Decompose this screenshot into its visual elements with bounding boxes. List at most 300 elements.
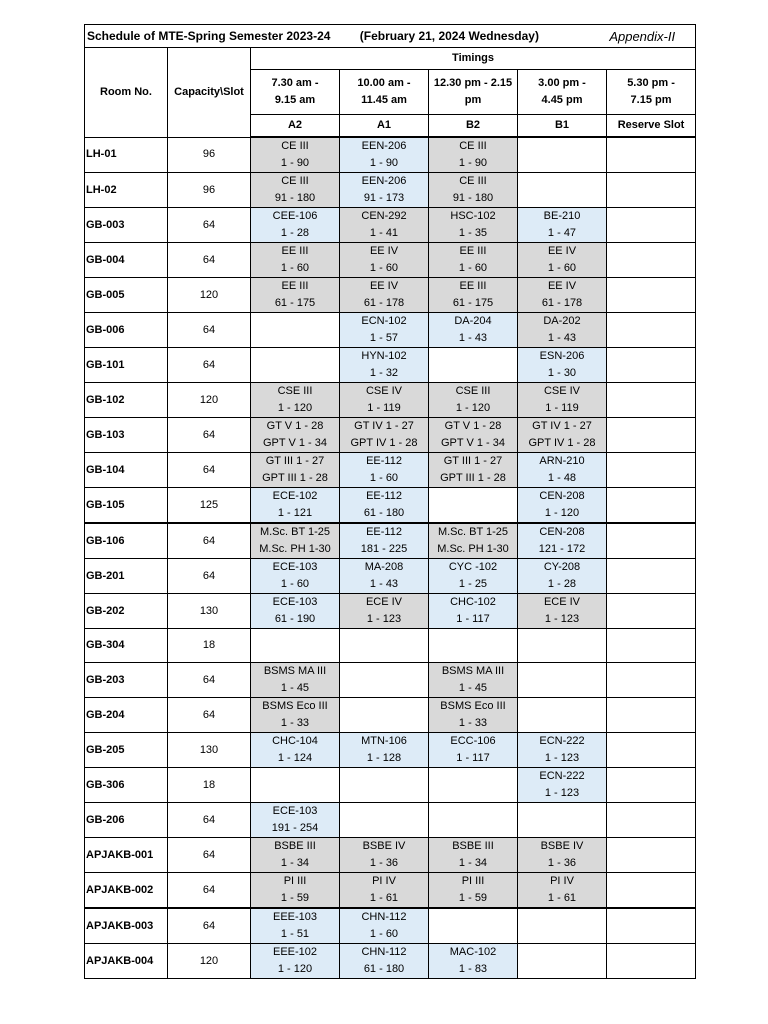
schedule-cell bbox=[429, 873, 518, 909]
schedule-cell bbox=[429, 594, 518, 629]
header-row-timings bbox=[85, 48, 696, 70]
schedule-cell bbox=[518, 908, 607, 944]
roll-range: 1 - 123 bbox=[544, 787, 580, 799]
room-number: GB-206 bbox=[85, 803, 168, 838]
time-end: 9.15 am bbox=[274, 94, 316, 106]
course-code: BSBE III bbox=[274, 840, 316, 852]
course-code: EE-112 bbox=[366, 526, 402, 538]
roll-range: 1 - 60 bbox=[369, 928, 399, 940]
course-code: ECN-222 bbox=[539, 770, 585, 782]
roll-range: GPT IV 1 - 28 bbox=[528, 437, 596, 449]
time-start: 12.30 pm - 2.15 bbox=[433, 77, 513, 89]
schedule-cell bbox=[518, 838, 607, 873]
schedule-cell bbox=[429, 348, 518, 383]
course-code: EE-112 bbox=[366, 490, 402, 502]
course-code: CEE-106 bbox=[272, 210, 318, 222]
schedule-cell bbox=[607, 523, 696, 559]
title-row bbox=[85, 25, 696, 48]
table-row bbox=[85, 383, 696, 418]
schedule-cell bbox=[607, 594, 696, 629]
course-code: ESN-206 bbox=[539, 350, 585, 362]
schedule-cell bbox=[251, 488, 340, 524]
course-code: ECE IV bbox=[365, 596, 403, 608]
schedule-cell bbox=[251, 559, 340, 594]
schedule-cell bbox=[607, 663, 696, 698]
schedule-cell bbox=[607, 768, 696, 803]
room-number: GB-201 bbox=[85, 559, 168, 594]
roll-range: 91 - 173 bbox=[363, 192, 405, 204]
schedule-cell bbox=[429, 944, 518, 979]
schedule-cell bbox=[251, 523, 340, 559]
schedule-cell bbox=[518, 313, 607, 348]
roll-range: 1 - 128 bbox=[366, 752, 402, 764]
capacity-header: Capacity\Slot bbox=[168, 48, 251, 138]
course-code: DA-202 bbox=[543, 315, 581, 327]
course-code: BSMS MA III bbox=[263, 665, 327, 677]
schedule-cell bbox=[607, 348, 696, 383]
schedule-cell bbox=[340, 523, 429, 559]
room-number: APJAKB-001 bbox=[85, 838, 168, 873]
schedule-cell bbox=[340, 173, 429, 208]
schedule-cell bbox=[251, 243, 340, 278]
schedule-cell bbox=[340, 663, 429, 698]
schedule-cell bbox=[251, 944, 340, 979]
roll-range: 1 - 120 bbox=[277, 963, 313, 975]
room-number: APJAKB-002 bbox=[85, 873, 168, 909]
roll-range: M.Sc. PH 1-30 bbox=[259, 543, 331, 555]
table-row bbox=[85, 629, 696, 663]
schedule-cell bbox=[607, 173, 696, 208]
course-code: CYC -102 bbox=[448, 561, 498, 573]
room-capacity: 120 bbox=[168, 383, 251, 418]
roll-range: 1 - 117 bbox=[456, 752, 490, 764]
course-code: GT V 1 - 28 bbox=[266, 420, 324, 432]
course-code: EEN-206 bbox=[361, 140, 407, 152]
schedule-cell bbox=[607, 313, 696, 348]
roll-range: GPT III 1 - 28 bbox=[440, 472, 506, 484]
schedule-cell bbox=[251, 768, 340, 803]
course-code: CEN-292 bbox=[361, 210, 407, 222]
table-row bbox=[85, 698, 696, 733]
schedule-cell bbox=[429, 137, 518, 173]
schedule-cell bbox=[251, 313, 340, 348]
roll-range: 1 - 90 bbox=[369, 157, 399, 169]
room-capacity: 96 bbox=[168, 173, 251, 208]
course-code: EE-112 bbox=[366, 455, 402, 467]
schedule-cell bbox=[429, 418, 518, 453]
schedule-cell bbox=[251, 383, 340, 418]
roll-range: 1 - 90 bbox=[458, 157, 488, 169]
schedule-cell bbox=[340, 453, 429, 488]
schedule-cell bbox=[340, 418, 429, 453]
course-code: EE III bbox=[459, 245, 487, 257]
schedule-cell bbox=[340, 137, 429, 173]
time-start: 7.30 am - bbox=[271, 77, 319, 89]
roll-range: 1 - 34 bbox=[280, 857, 310, 869]
course-code: EE III bbox=[281, 280, 309, 292]
room-capacity: 96 bbox=[168, 137, 251, 173]
room-number: GB-103 bbox=[85, 418, 168, 453]
schedule-cell bbox=[518, 594, 607, 629]
course-code: GT IV 1 - 27 bbox=[532, 420, 592, 432]
course-code: ECE-103 bbox=[272, 596, 318, 608]
course-code: GT IV 1 - 27 bbox=[354, 420, 414, 432]
schedule-cell bbox=[518, 243, 607, 278]
schedule-cell bbox=[607, 137, 696, 173]
schedule-cell bbox=[607, 944, 696, 979]
room-capacity: 64 bbox=[168, 523, 251, 559]
course-code: BSMS Eco III bbox=[262, 700, 328, 712]
roll-range: 61 - 178 bbox=[541, 297, 583, 309]
course-code: ARN-210 bbox=[539, 455, 585, 467]
course-code: BSMS MA III bbox=[441, 665, 505, 677]
schedule-cell bbox=[518, 418, 607, 453]
room-capacity: 120 bbox=[168, 278, 251, 313]
schedule-cell bbox=[518, 733, 607, 768]
schedule-cell bbox=[340, 559, 429, 594]
schedule-cell bbox=[607, 873, 696, 909]
schedule-cell bbox=[518, 453, 607, 488]
schedule-cell bbox=[340, 838, 429, 873]
roll-range: 1 - 121 bbox=[277, 507, 313, 519]
schedule-cell bbox=[251, 733, 340, 768]
roll-range: 1 - 25 bbox=[458, 578, 488, 590]
schedule-cell bbox=[429, 733, 518, 768]
schedule-cell bbox=[340, 629, 429, 663]
schedule-cell bbox=[429, 908, 518, 944]
schedule-cell bbox=[251, 278, 340, 313]
course-code: BSBE III bbox=[452, 840, 494, 852]
course-code: CSE III bbox=[455, 385, 491, 397]
schedule-cell bbox=[429, 803, 518, 838]
roll-range: GPT V 1 - 34 bbox=[263, 437, 327, 449]
roll-range: 1 - 60 bbox=[369, 262, 399, 274]
schedule-cell bbox=[340, 208, 429, 243]
schedule-cell bbox=[340, 488, 429, 524]
roll-range: 1 - 41 bbox=[369, 227, 399, 239]
schedule-cell bbox=[518, 944, 607, 979]
schedule-cell bbox=[340, 348, 429, 383]
schedule-cell bbox=[429, 768, 518, 803]
roll-range: 61 - 175 bbox=[274, 297, 316, 309]
course-code: GT III 1 - 27 bbox=[443, 455, 503, 467]
roll-range: 61 - 180 bbox=[363, 963, 405, 975]
schedule-sheet bbox=[84, 24, 695, 979]
course-code: PI IV bbox=[372, 875, 396, 887]
course-code: MAC-102 bbox=[449, 946, 497, 958]
schedule-cell bbox=[518, 137, 607, 173]
schedule-cell bbox=[429, 453, 518, 488]
room-number: GB-102 bbox=[85, 383, 168, 418]
roll-range: 191 - 254 bbox=[271, 822, 319, 834]
schedule-cell bbox=[251, 838, 340, 873]
table-row bbox=[85, 208, 696, 243]
schedule-cell bbox=[251, 453, 340, 488]
room-capacity: 18 bbox=[168, 768, 251, 803]
time-end: pm bbox=[464, 94, 482, 106]
schedule-cell bbox=[251, 629, 340, 663]
course-code: HSC-102 bbox=[450, 210, 496, 222]
schedule-cell bbox=[340, 698, 429, 733]
schedule-cell bbox=[607, 383, 696, 418]
schedule-cell bbox=[429, 523, 518, 559]
room-capacity: 130 bbox=[168, 733, 251, 768]
room-number: GB-005 bbox=[85, 278, 168, 313]
table-row bbox=[85, 453, 696, 488]
course-code: DA-204 bbox=[454, 315, 492, 327]
table-row bbox=[85, 768, 696, 803]
schedule-cell bbox=[251, 908, 340, 944]
schedule-cell bbox=[607, 908, 696, 944]
room-capacity: 64 bbox=[168, 663, 251, 698]
table-row bbox=[85, 733, 696, 768]
roll-range: 1 - 43 bbox=[547, 332, 577, 344]
schedule-cell bbox=[251, 418, 340, 453]
course-code: ECC-106 bbox=[450, 735, 496, 747]
roll-range: 91 - 180 bbox=[274, 192, 316, 204]
table-row bbox=[85, 523, 696, 559]
schedule-cell bbox=[340, 733, 429, 768]
course-code: ECE-103 bbox=[272, 561, 318, 573]
roll-range: 61 - 178 bbox=[363, 297, 405, 309]
course-code: GT V 1 - 28 bbox=[444, 420, 502, 432]
roll-range: 1 - 123 bbox=[366, 613, 402, 625]
room-number: GB-004 bbox=[85, 243, 168, 278]
course-code: CHC-102 bbox=[450, 596, 496, 608]
table-row bbox=[85, 278, 696, 313]
room-number: GB-006 bbox=[85, 313, 168, 348]
schedule-cell bbox=[429, 629, 518, 663]
table-row bbox=[85, 488, 696, 524]
schedule-cell bbox=[251, 663, 340, 698]
roll-range: 91 - 180 bbox=[452, 192, 494, 204]
time-header-1 bbox=[251, 70, 340, 115]
course-code: PI III bbox=[461, 875, 485, 887]
course-code: M.Sc. BT 1-25 bbox=[259, 526, 331, 538]
title-cell bbox=[85, 25, 696, 48]
course-code: ECE-102 bbox=[272, 490, 318, 502]
roll-range: 1 - 123 bbox=[544, 613, 580, 625]
schedule-cell bbox=[340, 278, 429, 313]
roll-range: 61 - 180 bbox=[363, 507, 405, 519]
room-number: APJAKB-004 bbox=[85, 944, 168, 979]
table-row bbox=[85, 313, 696, 348]
course-code: BSBE IV bbox=[362, 840, 406, 852]
exam-date: (February 21, 2024 Wednesday) bbox=[359, 28, 539, 43]
schedule-cell bbox=[251, 137, 340, 173]
room-number: LH-01 bbox=[85, 137, 168, 173]
time-header-4 bbox=[518, 70, 607, 115]
schedule-cell bbox=[429, 243, 518, 278]
schedule-cell bbox=[518, 523, 607, 559]
schedule-cell bbox=[429, 559, 518, 594]
schedule-cell bbox=[429, 173, 518, 208]
roll-range: 1 - 45 bbox=[280, 682, 310, 694]
course-code: EE IV bbox=[547, 245, 577, 257]
room-capacity: 64 bbox=[168, 208, 251, 243]
table-row bbox=[85, 944, 696, 979]
course-code: CSE IV bbox=[543, 385, 581, 397]
room-capacity: 64 bbox=[168, 873, 251, 909]
room-capacity: 64 bbox=[168, 803, 251, 838]
schedule-cell bbox=[251, 173, 340, 208]
roll-range: 1 - 59 bbox=[280, 892, 310, 904]
table-row bbox=[85, 594, 696, 629]
room-number: GB-203 bbox=[85, 663, 168, 698]
roll-range: 1 - 120 bbox=[544, 507, 580, 519]
course-code: CEN-208 bbox=[539, 490, 585, 502]
schedule-cell bbox=[518, 208, 607, 243]
course-code: CE III bbox=[459, 175, 487, 187]
time-end: 7.15 pm bbox=[630, 94, 672, 106]
course-code: EE IV bbox=[547, 280, 577, 292]
roll-range: GPT III 1 - 28 bbox=[262, 472, 328, 484]
roll-range: M.Sc. PH 1-30 bbox=[437, 543, 509, 555]
schedule-cell bbox=[607, 418, 696, 453]
time-start: 5.30 pm - bbox=[627, 77, 675, 89]
table-row bbox=[85, 873, 696, 909]
time-header-5 bbox=[607, 70, 696, 115]
schedule-cell bbox=[607, 559, 696, 594]
room-number: GB-104 bbox=[85, 453, 168, 488]
roll-range: 61 - 175 bbox=[452, 297, 494, 309]
table-row bbox=[85, 803, 696, 838]
schedule-cell bbox=[340, 768, 429, 803]
room-capacity: 125 bbox=[168, 488, 251, 524]
roll-range: 61 - 190 bbox=[274, 613, 316, 625]
room-number: GB-101 bbox=[85, 348, 168, 383]
schedule-cell bbox=[251, 348, 340, 383]
table-row bbox=[85, 908, 696, 944]
course-code: CEN-208 bbox=[539, 526, 585, 538]
room-capacity: 130 bbox=[168, 594, 251, 629]
schedule-cell bbox=[429, 663, 518, 698]
schedule-cell bbox=[518, 173, 607, 208]
room-capacity: 18 bbox=[168, 629, 251, 663]
course-code: EEE-102 bbox=[272, 946, 318, 958]
course-code: CHC-104 bbox=[272, 735, 318, 747]
schedule-cell bbox=[607, 208, 696, 243]
roll-range: 1 - 119 bbox=[367, 402, 401, 414]
course-code: BSMS Eco III bbox=[440, 700, 506, 712]
room-number: GB-105 bbox=[85, 488, 168, 524]
schedule-cell bbox=[518, 663, 607, 698]
course-code: CHN-112 bbox=[361, 946, 407, 958]
schedule-cell bbox=[251, 208, 340, 243]
course-code: MTN-106 bbox=[361, 735, 407, 747]
table-row bbox=[85, 173, 696, 208]
table-row bbox=[85, 418, 696, 453]
roll-range: 1 - 33 bbox=[458, 717, 488, 729]
course-code: CSE IV bbox=[365, 385, 403, 397]
time-end: 11.45 am bbox=[361, 94, 407, 106]
course-code: CE III bbox=[459, 140, 487, 152]
room-capacity: 64 bbox=[168, 313, 251, 348]
schedule-cell bbox=[429, 838, 518, 873]
course-code: CE III bbox=[281, 175, 309, 187]
course-code: EE IV bbox=[369, 245, 399, 257]
course-code: ECE IV bbox=[543, 596, 581, 608]
roll-range: GPT V 1 - 34 bbox=[441, 437, 505, 449]
schedule-cell bbox=[429, 208, 518, 243]
room-number: GB-106 bbox=[85, 523, 168, 559]
course-code: PI III bbox=[283, 875, 307, 887]
schedule-cell bbox=[340, 803, 429, 838]
schedule-cell bbox=[340, 243, 429, 278]
roll-range: 1 - 28 bbox=[280, 227, 310, 239]
roll-range: 1 - 59 bbox=[458, 892, 488, 904]
roll-range: 1 - 45 bbox=[458, 682, 488, 694]
room-capacity: 64 bbox=[168, 418, 251, 453]
room-number: GB-202 bbox=[85, 594, 168, 629]
roll-range: 1 - 43 bbox=[369, 578, 399, 590]
table-row bbox=[85, 137, 696, 173]
course-code: HYN-102 bbox=[361, 350, 407, 362]
room-capacity: 64 bbox=[168, 559, 251, 594]
room-number: GB-003 bbox=[85, 208, 168, 243]
roll-range: 1 - 61 bbox=[547, 892, 577, 904]
course-code: BE-210 bbox=[543, 210, 581, 222]
slot-header-5: Reserve Slot bbox=[607, 115, 696, 138]
schedule-cell bbox=[429, 698, 518, 733]
roll-range: 1 - 60 bbox=[547, 262, 577, 274]
schedule-cell bbox=[340, 594, 429, 629]
roll-range: 1 - 60 bbox=[369, 472, 399, 484]
time-start: 10.00 am - bbox=[357, 77, 411, 89]
room-header: Room No. bbox=[85, 48, 168, 138]
room-capacity: 64 bbox=[168, 698, 251, 733]
course-code: ECN-102 bbox=[361, 315, 407, 327]
roll-range: 1 - 34 bbox=[458, 857, 488, 869]
schedule-cell bbox=[251, 594, 340, 629]
room-capacity: 64 bbox=[168, 453, 251, 488]
course-code: CY-208 bbox=[543, 561, 581, 573]
timings-header: Timings bbox=[251, 48, 696, 70]
roll-range: 1 - 33 bbox=[280, 717, 310, 729]
time-end: 4.45 pm bbox=[541, 94, 583, 106]
roll-range: 1 - 47 bbox=[547, 227, 577, 239]
course-code: CSE III bbox=[277, 385, 313, 397]
roll-range: 1 - 61 bbox=[369, 892, 399, 904]
schedule-cell bbox=[340, 383, 429, 418]
schedule-table bbox=[84, 24, 696, 979]
room-number: GB-205 bbox=[85, 733, 168, 768]
roll-range: 1 - 30 bbox=[547, 367, 577, 379]
time-header-3 bbox=[429, 70, 518, 115]
table-row bbox=[85, 559, 696, 594]
roll-range: 181 - 225 bbox=[360, 543, 408, 555]
time-header-2 bbox=[340, 70, 429, 115]
course-code: EEE-103 bbox=[272, 911, 318, 923]
roll-range: 1 - 83 bbox=[458, 963, 488, 975]
course-code: EEN-206 bbox=[361, 175, 407, 187]
roll-range: 1 - 120 bbox=[277, 402, 313, 414]
schedule-cell bbox=[518, 348, 607, 383]
schedule-cell bbox=[607, 453, 696, 488]
room-capacity: 120 bbox=[168, 944, 251, 979]
appendix-label: Appendix-II bbox=[609, 29, 676, 44]
schedule-cell bbox=[340, 313, 429, 348]
schedule-cell bbox=[518, 559, 607, 594]
slot-header-1: A2 bbox=[251, 115, 340, 138]
room-number: GB-304 bbox=[85, 629, 168, 663]
roll-range: 1 - 123 bbox=[544, 752, 580, 764]
schedule-cell bbox=[607, 803, 696, 838]
table-row bbox=[85, 838, 696, 873]
roll-range: 1 - 36 bbox=[369, 857, 399, 869]
schedule-cell bbox=[251, 873, 340, 909]
roll-range: 1 - 57 bbox=[369, 332, 399, 344]
